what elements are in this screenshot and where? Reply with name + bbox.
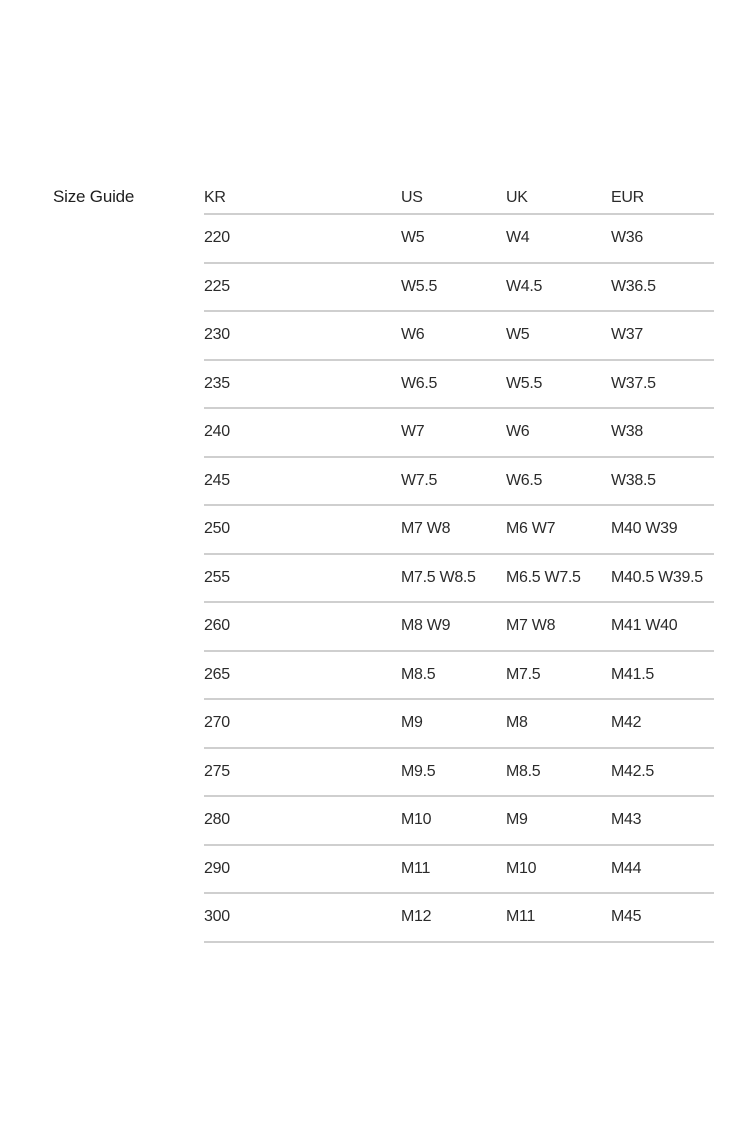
cell-eur: M42 — [611, 714, 642, 731]
cell-kr: 255 — [204, 568, 230, 586]
table-row — [204, 700, 714, 749]
cell-uk: W5 — [506, 326, 530, 343]
size-table — [204, 177, 714, 943]
cell-eur: M40.5 W39.5 — [611, 568, 703, 586]
cell-us: W6.5 — [401, 374, 438, 392]
table-row — [204, 312, 714, 361]
cell-us: W6 — [401, 326, 425, 343]
cell-uk: M8 — [506, 714, 528, 731]
cell-eur: W37 — [611, 326, 643, 343]
cell-eur: M45 — [611, 908, 642, 925]
table-row — [204, 603, 714, 652]
cell-uk: M6 W7 — [506, 520, 556, 537]
cell-eur: W38 — [611, 423, 643, 440]
cell-kr: 300 — [204, 908, 230, 925]
cell-uk: M7 W8 — [506, 617, 556, 634]
table-row — [204, 749, 714, 798]
cell-kr: 250 — [204, 520, 230, 537]
cell-kr: 275 — [204, 762, 230, 780]
table-row — [204, 361, 714, 410]
table-header-row — [204, 177, 714, 215]
cell-kr: 240 — [204, 423, 230, 440]
cell-kr: 270 — [204, 714, 230, 731]
cell-uk: W4 — [506, 229, 530, 246]
cell-uk: W4.5 — [506, 277, 543, 295]
cell-us: M9 — [401, 714, 423, 731]
cell-kr: 280 — [204, 811, 230, 828]
header-eur: EUR — [611, 189, 644, 206]
table-row — [204, 506, 714, 555]
table-row — [204, 458, 714, 507]
cell-eur: M41.5 — [611, 665, 654, 683]
cell-eur: M41 W40 — [611, 617, 678, 634]
table-row — [204, 264, 714, 313]
cell-kr: 230 — [204, 326, 230, 343]
cell-uk: M8.5 — [506, 762, 541, 780]
cell-uk: M11 — [506, 908, 536, 925]
cell-uk: M6.5 W7.5 — [506, 568, 581, 586]
cell-us: W7.5 — [401, 471, 438, 489]
cell-kr: 225 — [204, 277, 230, 295]
cell-eur: M43 — [611, 811, 642, 828]
table-row — [204, 846, 714, 895]
cell-eur: M40 W39 — [611, 520, 678, 537]
cell-kr: 260 — [204, 617, 230, 634]
cell-us: W5.5 — [401, 277, 438, 295]
header-uk: UK — [506, 189, 528, 206]
cell-us: M8 W9 — [401, 617, 451, 634]
cell-us: M11 — [401, 859, 431, 877]
table-row — [204, 652, 714, 701]
cell-kr: 265 — [204, 665, 230, 683]
cell-us: M12 — [401, 908, 432, 925]
cell-uk: M9 — [506, 811, 528, 828]
cell-uk: W6.5 — [506, 471, 543, 489]
cell-eur: W36.5 — [611, 277, 656, 295]
cell-kr: 235 — [204, 374, 230, 392]
table-row — [204, 555, 714, 604]
cell-uk: M10 — [506, 859, 537, 877]
cell-eur: W38.5 — [611, 471, 656, 489]
table-body — [204, 215, 714, 943]
table-row — [204, 797, 714, 846]
cell-eur: W37.5 — [611, 374, 656, 392]
cell-kr: 290 — [204, 859, 230, 877]
size-guide-title: Size Guide — [53, 187, 135, 206]
cell-uk: M7.5 — [506, 665, 541, 683]
cell-kr: 220 — [204, 229, 230, 246]
cell-kr: 245 — [204, 471, 230, 489]
cell-uk: W5.5 — [506, 374, 543, 392]
cell-eur: M42.5 — [611, 762, 654, 780]
cell-us: M8.5 — [401, 665, 436, 683]
cell-us: W5 — [401, 229, 425, 246]
cell-us: M9.5 — [401, 762, 436, 780]
cell-uk: W6 — [506, 423, 530, 440]
cell-us: M7.5 W8.5 — [401, 568, 476, 586]
table-row — [204, 894, 714, 943]
table-row — [204, 409, 714, 458]
cell-us: W7 — [401, 423, 425, 440]
table-row — [204, 215, 714, 264]
header-kr: KR — [204, 189, 226, 206]
cell-us: M7 W8 — [401, 520, 451, 537]
cell-us: M10 — [401, 811, 432, 828]
header-us: US — [401, 189, 423, 206]
cell-eur: M44 — [611, 859, 642, 877]
cell-eur: W36 — [611, 229, 643, 246]
